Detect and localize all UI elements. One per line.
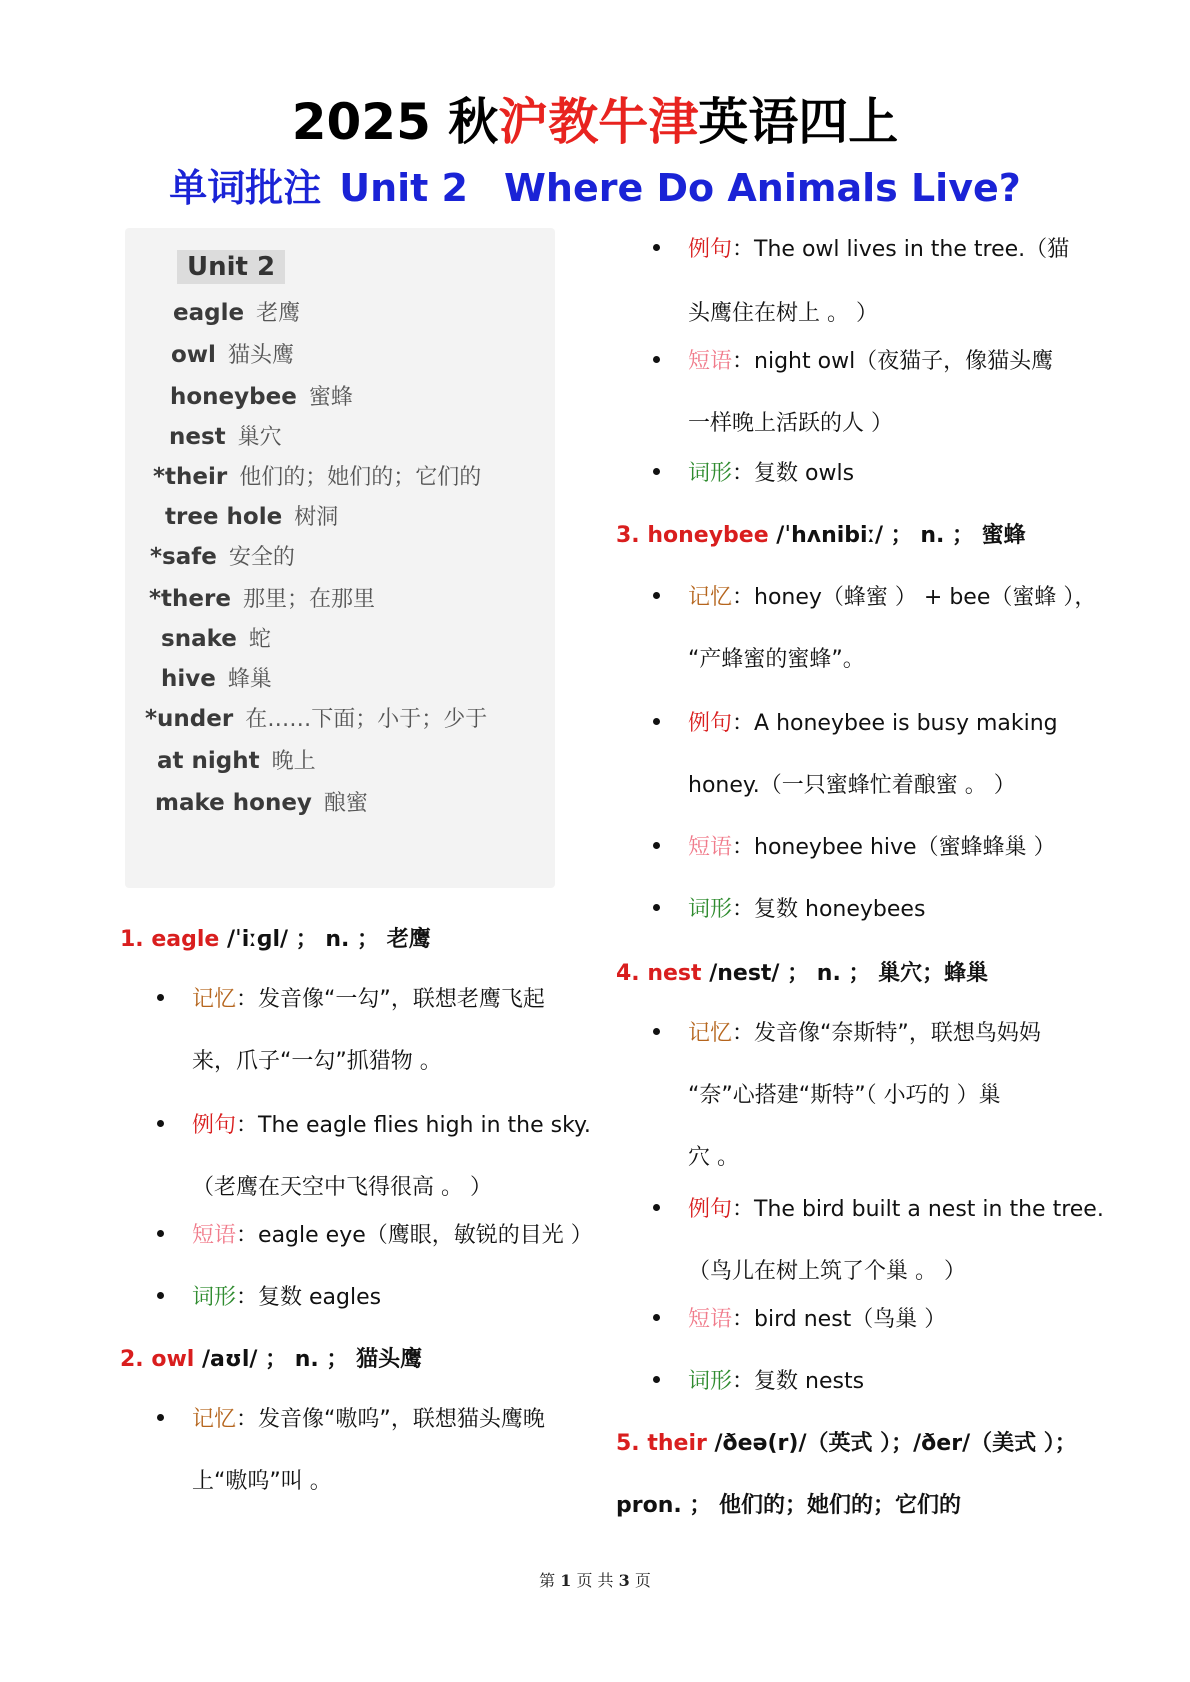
subtitle-unit: Unit 2 <box>339 166 468 210</box>
owl-form: 词形：复数 owls <box>688 456 854 487</box>
eagle-form: 词形：复数 eagles <box>192 1280 381 1311</box>
textbook-scan <box>125 228 555 888</box>
scan-word: eagle 老鹰 <box>173 300 301 326</box>
owl-phrase-cont: 一样晚上活跃的人 ） <box>688 411 893 436</box>
title-rest: 英语四上 <box>698 93 899 151</box>
honeybee-example: 例句：A honeybee is busy making <box>688 706 1058 737</box>
entry-heading-their-cont: pron. ； 他们的；她们的；它们的 <box>616 1493 962 1518</box>
scan-word: snake 蛇 <box>161 626 271 652</box>
title-year: 2025 秋 <box>291 93 499 151</box>
scan-word: tree hole 树洞 <box>165 504 339 530</box>
scan-word: hive 蜂巢 <box>161 666 272 692</box>
entry-heading-nest: 4. nest /nest/ ； n. ； 巢穴；蜂巢 <box>616 961 989 986</box>
entry-heading-honeybee: 3. honeybee /ˈhʌnibiː/ ； n. ； 蜜蜂 <box>616 523 1026 548</box>
honeybee-phrase: 短语：honeybee hive（蜜蜂蜂巢 ） <box>688 830 1056 861</box>
eagle-example: 例句：The eagle flies high in the sky. <box>192 1108 591 1139</box>
owl-phrase: 短语：night owl（夜猫子，像猫头鹰 <box>688 344 1053 375</box>
honeybee-memory: 记忆：honey（蜂蜜 ） + bee（蜜蜂 ）， <box>688 580 1096 611</box>
nest-form: 词形：复数 nests <box>688 1364 864 1395</box>
nest-memory-cont: “奈”心搭建“斯特”（ 小巧的 ）巢 <box>688 1083 1001 1108</box>
entry-heading-eagle: 1. eagle /ˈiːɡl/ ； n. ； 老鹰 <box>120 927 431 952</box>
subtitle-label: 单词批注 <box>169 166 322 210</box>
owl-example-cont: 头鹰住在树上 。 ） <box>688 301 878 326</box>
nest-example-cont: （鸟儿在树上筑了个巢 。 ） <box>688 1259 966 1284</box>
owl-memory: 记忆：发音像“嗷呜”，联想猫头鹰晚 <box>192 1402 545 1433</box>
nest-example: 例句：The bird built a nest in the tree. <box>688 1192 1104 1223</box>
scan-word: *under 在……下面；小于；少于 <box>145 706 488 732</box>
scan-word: at night 晚上 <box>157 748 316 774</box>
nest-memory-cont2: 穴 。 <box>688 1145 739 1170</box>
honeybee-memory-cont: “产蜂蜜的蜜蜂”。 <box>688 647 865 672</box>
honeybee-form: 词形：复数 honeybees <box>688 892 925 923</box>
title-red: 沪教牛津 <box>498 93 699 151</box>
scan-word: *there 那里；在那里 <box>149 586 375 612</box>
page-footer: 第 1 页 共 3 页 <box>539 1571 651 1590</box>
nest-memory: 记忆：发音像“奈斯特”，联想鸟妈妈 <box>688 1016 1041 1047</box>
scan-word: make honey 酿蜜 <box>155 790 368 816</box>
nest-phrase: 短语：bird nest（鸟巢 ） <box>688 1302 946 1333</box>
scan-word: *safe 安全的 <box>150 544 295 570</box>
eagle-memory: 记忆：发音像“一勾”，联想老鹰飞起 <box>192 982 545 1013</box>
entry-heading-their: 5. their /ðeə(r)/（英式 ）；/ðer/（美式 ）； <box>616 1431 1077 1456</box>
entry-heading-owl: 2. owl /aʊl/ ； n. ； 猫头鹰 <box>120 1347 423 1372</box>
owl-example: 例句：The owl lives in the tree.（猫 <box>688 232 1069 263</box>
eagle-example-cont: （老鹰在天空中飞得很高 。 ） <box>192 1175 492 1200</box>
honeybee-example-cont: honey.（一只蜜蜂忙着酿蜜 。 ） <box>688 773 1016 798</box>
scan-word: nest 巢穴 <box>169 424 282 450</box>
eagle-phrase: 短语：eagle eye（鹰眼，敏锐的目光 ） <box>192 1218 593 1249</box>
eagle-memory-cont: 来，爪子“一勾”抓猎物 。 <box>192 1049 442 1074</box>
scan-unit-tag: Unit 2 <box>177 250 285 284</box>
subtitle-unit-title: Where Do Animals Live? <box>504 166 1021 210</box>
page-title <box>0 92 1190 152</box>
scan-word: owl 猫头鹰 <box>171 342 294 368</box>
scan-word: *their 他们的；她们的；它们的 <box>153 464 482 490</box>
scan-word: honeybee 蜜蜂 <box>170 384 353 410</box>
page-subtitle <box>0 164 1190 212</box>
owl-memory-cont: 上“嗷呜”叫 。 <box>192 1469 332 1494</box>
